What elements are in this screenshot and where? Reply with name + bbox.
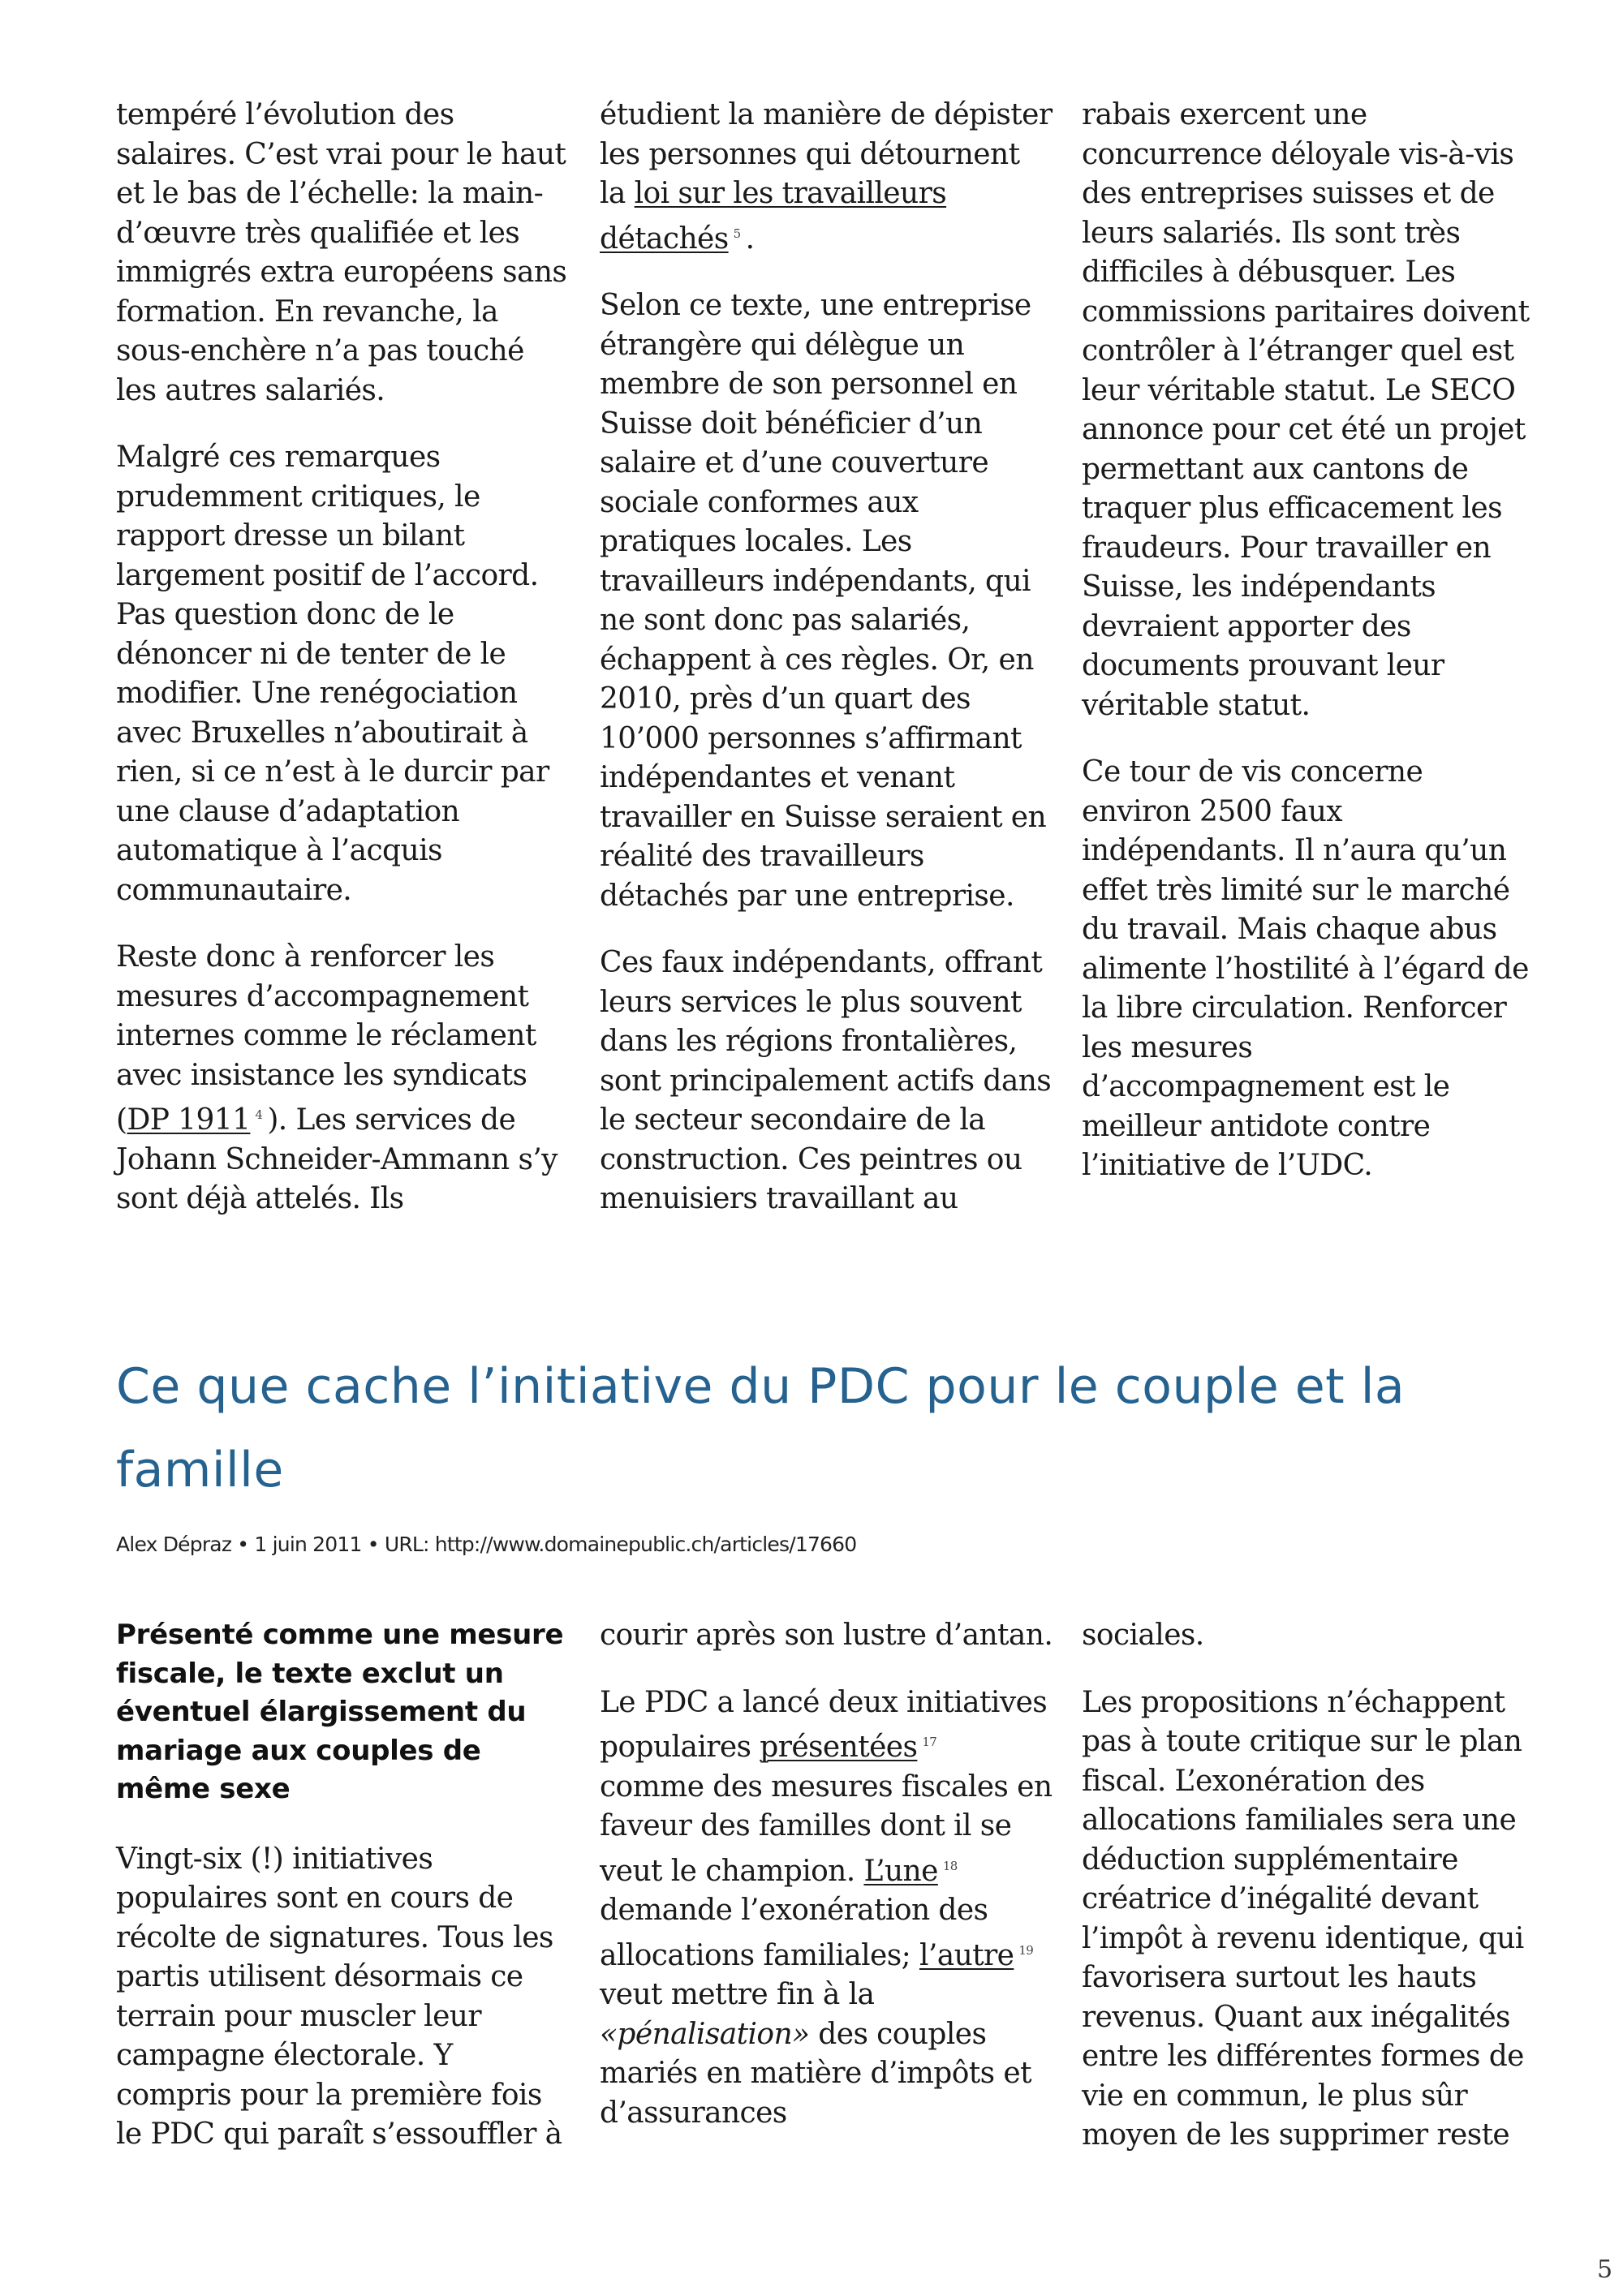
article-title: Ce que cache l’initiative du PDC pour le couple et la famille <box>116 1358 1406 1498</box>
paragraph: Ces faux indépendants, offrant leurs services le plus souvent dans les régions frontalières, sont principalement actifs dans le secteur secondaire de la construction. Ces peintres ou menuisiers travaillant au <box>600 946 1052 1215</box>
page-number: 5 <box>1597 2255 1613 2284</box>
paragraph-text: . <box>745 221 755 256</box>
paragraph-text: Reste donc à renforcer les mesures d’accompagnement internes comme le réclament avec insistance les syndicats ( <box>116 940 536 1137</box>
footnote-marker: 18 <box>942 1858 958 1873</box>
paragraph: Vingt-six (!) initiatives populaires sont en cours de récolte de signatures. Tous les partis utilisent désormais ce terrain pour muscler leur campagne électorale. Y compris pour la première fois le PDC qui paraît s’essouffler à <box>116 1842 562 2151</box>
loi-travailleurs-detaches-link[interactable]: loi sur les travailleurs détachés <box>600 177 947 256</box>
paragraph-text: demande l’exonération des allocations familiales; <box>600 1894 988 1972</box>
lune-link[interactable]: L’une <box>863 1854 938 1888</box>
italic-text: «pénalisation» <box>600 2017 810 2051</box>
article-lede: Présenté comme une mesure fiscale, le texte exclut un éventuel élargissement du mariage aux couples de même sexe <box>116 1619 564 1805</box>
footnote-marker: 17 <box>922 1735 937 1749</box>
article2-column-1 <box>116 1616 570 2182</box>
article1-column-3 <box>1082 96 1536 1214</box>
paragraph: Malgré ces remarques prudemment critiques, le rapport dresse un bilant largement positif de l’accord. Pas question donc de le dénoncer ni de tenter de le modifier. Une renégociation avec Bruxelles n’aboutirait à rien, si ce n’est à le durcir par une clause d’adaptation automatique à l’acquis communautaire. <box>116 441 549 907</box>
paragraph-text: des couples mariés en matière d’impôts et d’assurances <box>600 2017 1031 2130</box>
paragraph: courir après son lustre d’antan. <box>600 1619 1053 1652</box>
paragraph: sociales. <box>1082 1619 1204 1652</box>
paragraph-text: comme des mesures fiscales en faveur des familles dont il se veut le champion. <box>600 1769 1053 1888</box>
paragraph <box>600 96 1054 259</box>
paragraph-text: étudient la manière de dépister les personnes qui détournent la <box>600 98 1053 210</box>
article1-column-1 <box>116 96 570 1247</box>
lautre-link[interactable]: l’autre <box>919 1938 1014 1972</box>
paragraph: rabais exercent une concurrence déloyale vis-à-vis des entreprises suisses et de leurs salariés. Ils sont très difficiles à débusquer. Les commissions paritaires doivent contrôler à l’étranger quel est leur véritable statut. Le SECO annonce pour cet été un projet permettant aux cantons de traquer plus efficacement les fraudeurs. Pour travailler en Suisse, les indépendants devraient apporter des documents prouvant leur véritable statut. <box>1082 98 1530 722</box>
paragraph: Selon ce texte, une entreprise étrangère qui délègue un membre de son personnel en Suisse doit bénéficier d’un salaire et d’une couverture sociale conformes aux pratiques locales. Les travailleurs indépendants, qui ne sont donc pas salariés, échappent à ces règles. Or, en 2010, près d’un quart des 10’000 personnes s’affirmant indépendantes et venant travailler en Suisse seraient en réalité des travailleurs détachés par une entreprise. <box>600 289 1047 913</box>
article1-column-2 <box>600 96 1054 1247</box>
footnote-marker: 5 <box>733 226 741 241</box>
footnote-marker: 4 <box>255 1107 263 1122</box>
paragraph-text: veut mettre fin à la <box>600 1978 875 2011</box>
paragraph-text: ). Les services de Johann Schneider-Ammann s’y sont déjà attelés. Ils <box>116 1103 558 1215</box>
paragraph <box>116 938 570 1219</box>
paragraph <box>600 1683 1054 2134</box>
footnote-marker: 19 <box>1018 1942 1034 1958</box>
article2-column-2 <box>600 1616 1054 2161</box>
paragraph-text: Le PDC a lancé deux initiatives populaires <box>600 1685 1048 1764</box>
paragraph: tempéré l’évolution des salaires. C’est vrai pour le haut et le bas de l’échelle: la main-d’œuvre très qualifiée et les immigrés extra européens sans formation. En revanche, la sous-enchère n’a pas touché les autres salariés. <box>116 98 567 407</box>
presentees-link[interactable]: présentées <box>760 1731 918 1764</box>
paragraph: Les propositions n’échappent pas à toute critique sur le plan fiscal. L’exonération des allocations familiales sera une déduction supplémentaire créatrice d’inégalité devant l’impôt à revenu identique, qui favorisera surtout les hauts revenus. Quant aux inégalités entre les différentes formes de vie en commun, le plus sûr moyen de les supprimer reste <box>1082 1685 1524 2152</box>
article2-column-3 <box>1082 1616 1536 2183</box>
dp1911-link[interactable]: DP 1911 <box>127 1103 251 1137</box>
paragraph: Ce tour de vis concerne environ 2500 faux indépendants. Il n’aura qu’un effet très limité sur le marché du travail. Mais chaque abus alimente l’hostilité à l’égard de la libre circulation. Renforcer les mesures d’accompagnement est le meilleur antidote contre l’initiative de l’UDC. <box>1082 755 1529 1182</box>
article-byline: Alex Dépraz • 1 juin 2011 • URL: http://www.domainepublic.ch/articles/17660 <box>116 1533 857 1556</box>
